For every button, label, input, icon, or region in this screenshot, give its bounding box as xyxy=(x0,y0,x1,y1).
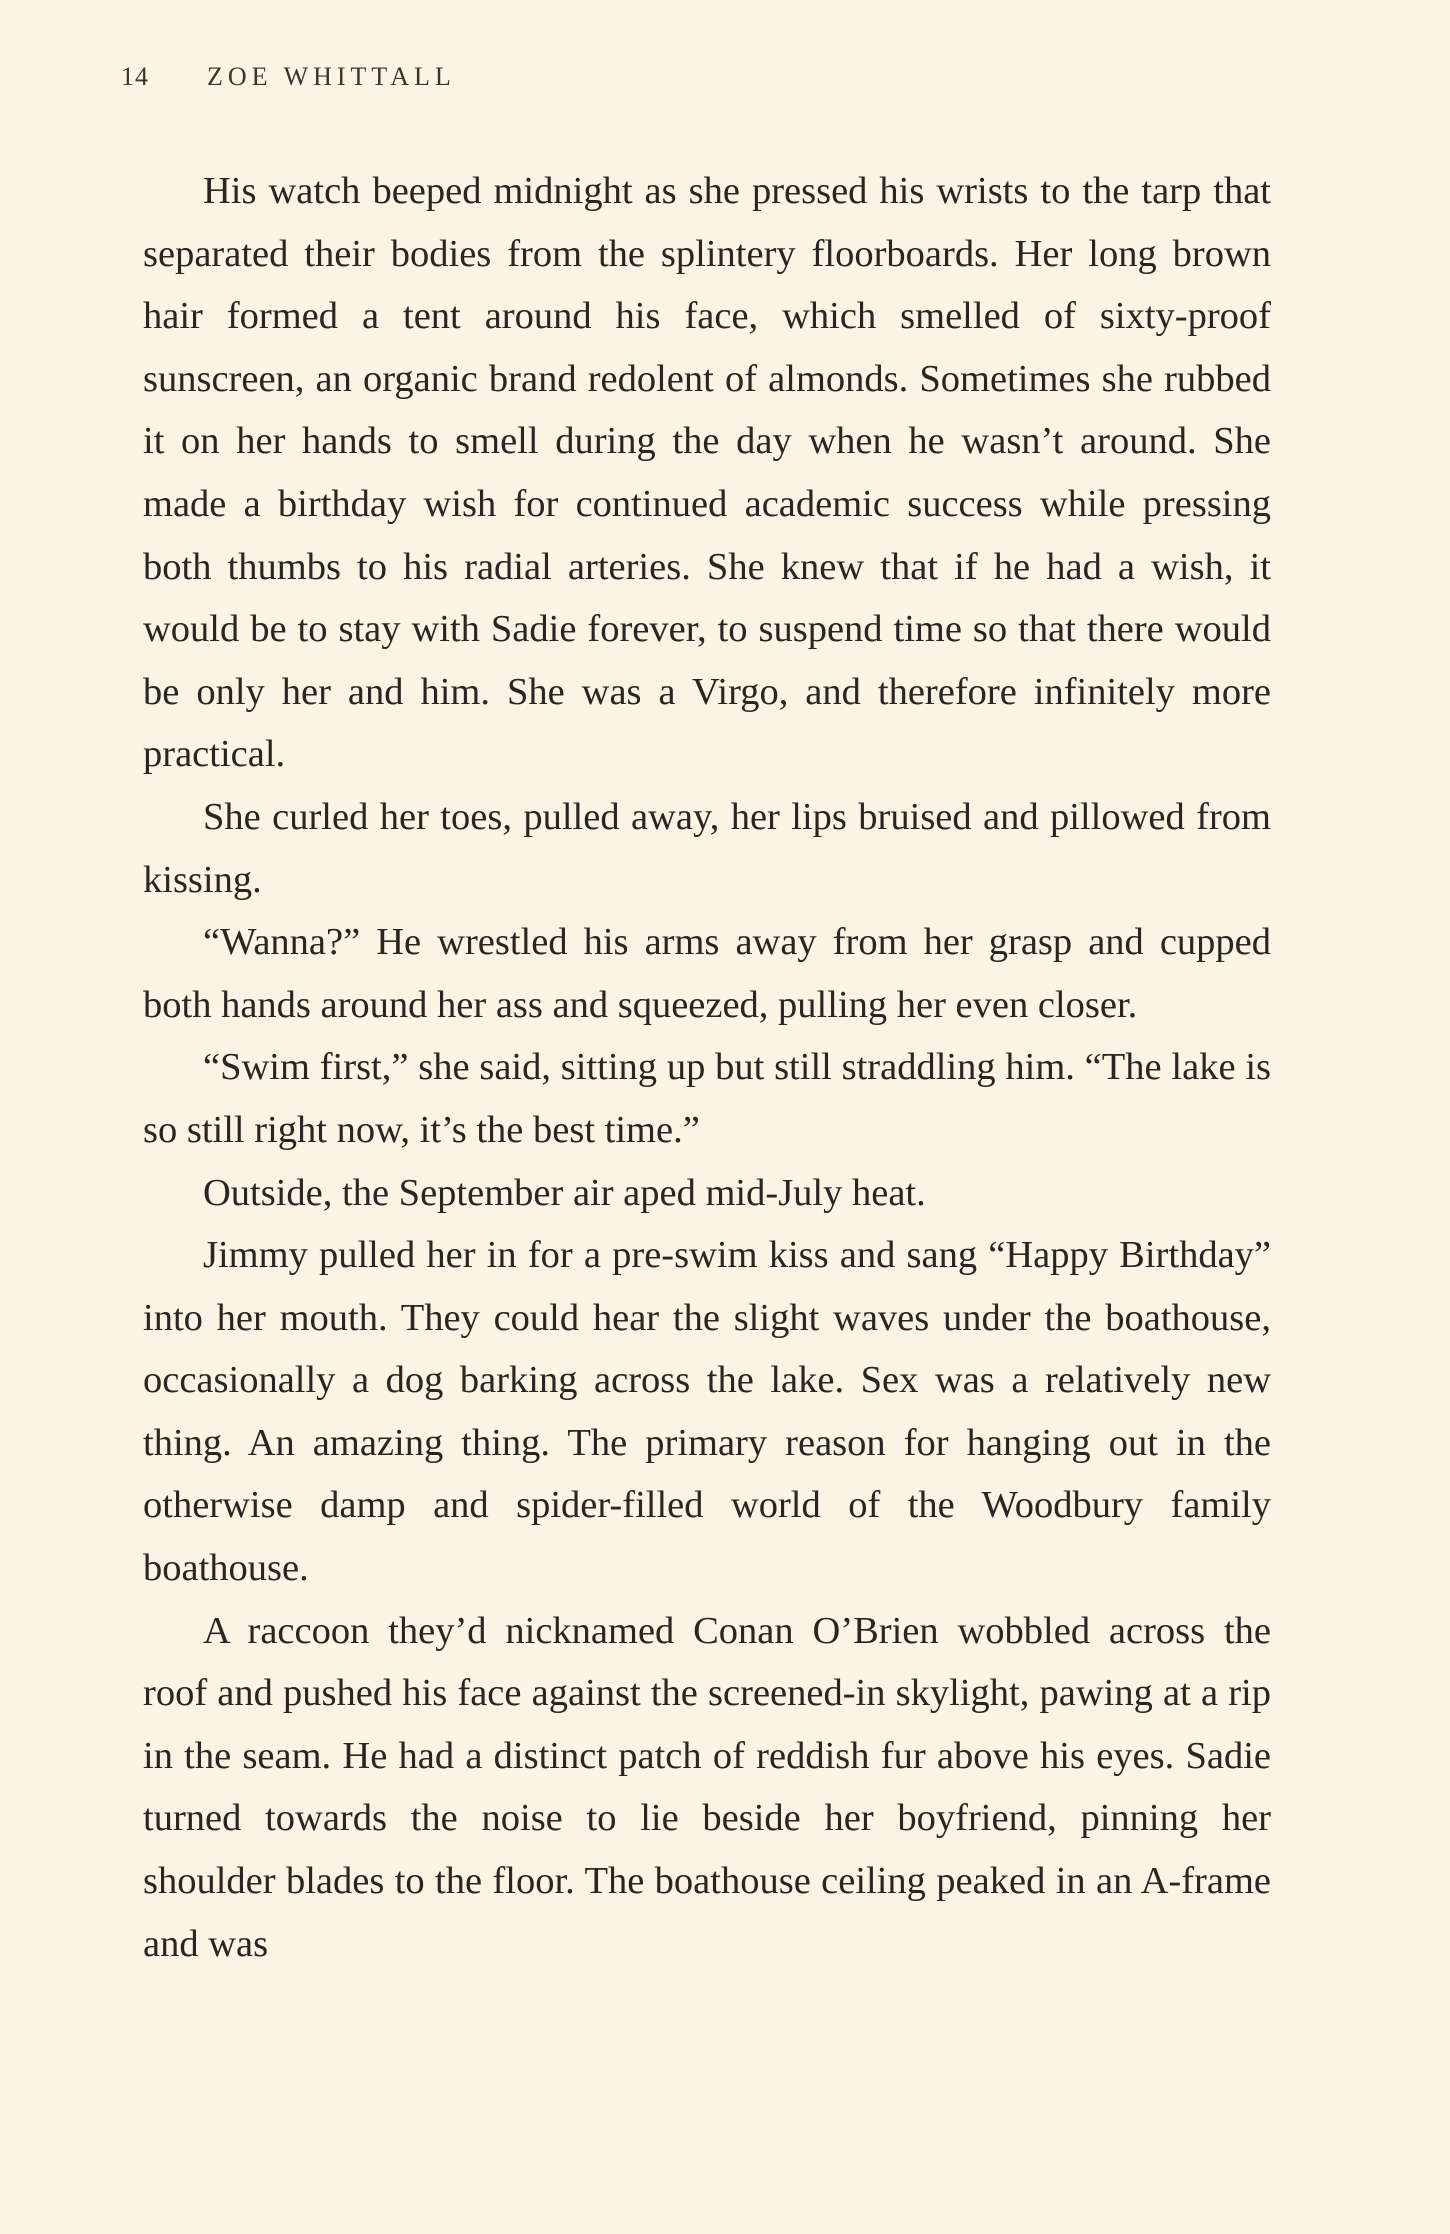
running-head: ZOE WHITTALL xyxy=(207,62,456,91)
paragraph: A raccoon they’d nicknamed Conan O’Brien wobbled across the roof and pushed his face against the screened-in skylight, pawing at a rip in the seam. He had a distinct patch of reddish fur above his eyes. Sadie turned towards the noise to lie beside her boyfriend, pinning her shoulder blades to the floor. The boathouse ceiling peaked in an A-frame and was xyxy=(143,1609,1271,1965)
body-text xyxy=(143,160,1271,1975)
paragraph: Jimmy pulled her in for a pre-swim kiss and sang “Happy Birthday” into her mouth. They could hear the slight waves under the boathouse, occasionally a dog barking across the lake. Sex was a relatively new thing. An amazing thing. The primary reason for hanging out in the otherwise damp and spider-filled world of the Woodbury family boathouse. xyxy=(143,1234,1271,1590)
paragraph: His watch beeped midnight as she pressed his wrists to the tarp that separated their bodies from the splintery floorboards. Her long brown hair formed a tent around his face, which smelled of sixty-proof sunscreen, an organic brand redolent of almonds. Sometimes she rubbed it on her hands to smell during the day when he wasn’t around. She made a birthday wish for continued academic success while pressing both thumbs to his radial arteries. She knew that if he had a wish, it would be to stay with Sadie forever, to suspend time so that there would be only her and him. She was a Virgo, and therefore infinitely more practical. xyxy=(143,170,1271,776)
paragraph: “Swim first,” she said, sitting up but still straddling him. “The lake is so still right now, it’s the best time.” xyxy=(143,1046,1271,1151)
paragraph: Outside, the September air aped mid-July heat. xyxy=(203,1171,926,1214)
page-number: 14 xyxy=(121,62,149,91)
page-header xyxy=(121,62,456,92)
paragraph: She curled her toes, pulled away, her lips bruised and pillowed from kissing. xyxy=(143,795,1271,901)
paragraph: “Wanna?” He wrestled his arms away from her grasp and cupped both hands around her ass and squeezed, pulling her even closer. xyxy=(143,921,1271,1026)
